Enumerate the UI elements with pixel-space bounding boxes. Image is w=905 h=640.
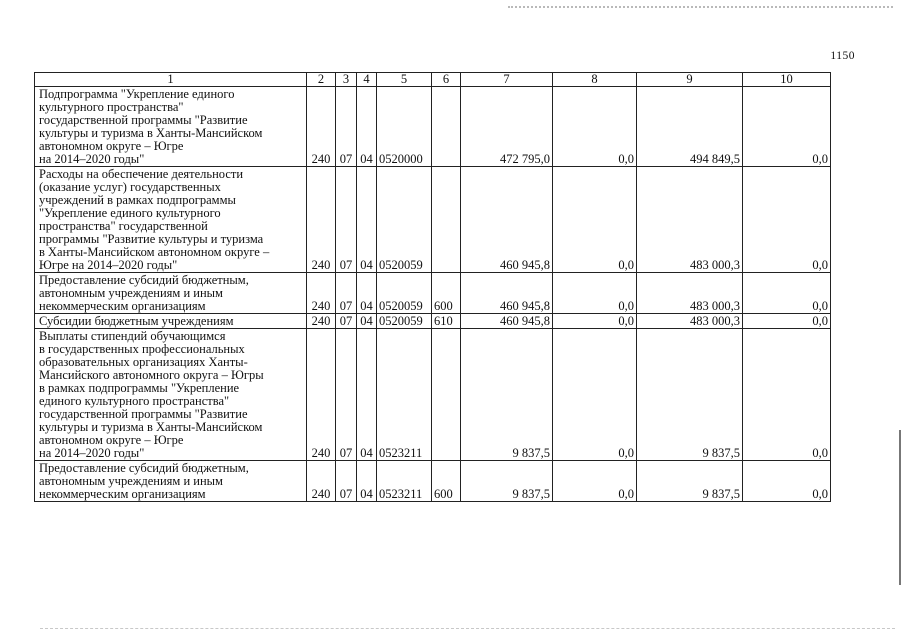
cell-expense-type: 600 — [432, 461, 461, 502]
item-name-line: Подпрограмма "Укрепление единого — [39, 87, 235, 101]
column-header-3: 3 — [336, 73, 357, 87]
table-body — [35, 73, 831, 502]
cell-expense-type: 600 — [432, 273, 461, 314]
cell-amount-col10: 0,0 — [743, 314, 831, 329]
column-header-6: 6 — [432, 73, 461, 87]
cell-amount-col9: 483 000,3 — [637, 273, 743, 314]
cell-target-article: 0520059 — [377, 314, 432, 329]
budget-table — [34, 72, 831, 502]
cell-amount-col8: 0,0 — [553, 87, 637, 167]
scan-artifact-edge — [899, 430, 901, 585]
column-header-1: 1 — [35, 73, 307, 87]
item-name-line: на 2014–2020 годы" — [39, 446, 145, 460]
cell-amount-col8: 0,0 — [553, 314, 637, 329]
item-name-line: автономным учреждениям и иным — [39, 286, 223, 300]
item-name-line: единого культурного пространства" — [39, 394, 230, 408]
table-row — [35, 329, 831, 461]
item-name-line: образовательных организациях Ханты- — [39, 355, 248, 369]
cell-amount-col7: 472 795,0 — [461, 87, 553, 167]
cell-amount-col9: 9 837,5 — [637, 329, 743, 461]
cell-target-article: 0523211 — [377, 461, 432, 502]
cell-expense-type — [432, 329, 461, 461]
item-name-line: в рамках подпрограммы "Укрепление — [39, 381, 240, 395]
cell-amount-col8: 0,0 — [553, 461, 637, 502]
cell-admin-code: 240 — [307, 314, 336, 329]
item-name-line: некоммерческим организациям — [39, 299, 206, 313]
item-name-line: автономным учреждениям и иным — [39, 474, 223, 488]
item-name-line: программы "Развитие культуры и туризма — [39, 232, 264, 246]
item-name-line: некоммерческим организациям — [39, 487, 206, 501]
item-name-line: автономном округе – Югре — [39, 433, 184, 447]
cell-admin-code: 240 — [307, 273, 336, 314]
item-name-line: Мансийского автономного округа – Югры — [39, 368, 264, 382]
column-header-9: 9 — [637, 73, 743, 87]
cell-subsection: 04 — [357, 461, 377, 502]
cell-amount-col7: 460 945,8 — [461, 273, 553, 314]
cell-amount-col7: 460 945,8 — [461, 314, 553, 329]
table-header-row — [35, 73, 831, 87]
cell-item-name — [35, 87, 307, 167]
item-name-line: пространства" государственной — [39, 219, 208, 233]
column-header-4: 4 — [357, 73, 377, 87]
item-name-line: культурного пространства" — [39, 100, 184, 114]
item-name-line: в Ханты-Мансийском автономном округе – — [39, 245, 270, 259]
cell-item-name — [35, 329, 307, 461]
cell-amount-col9: 483 000,3 — [637, 314, 743, 329]
item-name-line: (оказание услуг) государственных — [39, 180, 221, 194]
cell-item-name — [35, 314, 307, 329]
table-row — [35, 273, 831, 314]
scan-artifact-top — [508, 6, 893, 8]
item-name-line: Субсидии бюджетным учреждениям — [39, 314, 234, 328]
column-header-7: 7 — [461, 73, 553, 87]
cell-amount-col8: 0,0 — [553, 329, 637, 461]
cell-expense-type — [432, 87, 461, 167]
cell-amount-col10: 0,0 — [743, 461, 831, 502]
cell-target-article: 0520059 — [377, 167, 432, 273]
table-row — [35, 167, 831, 273]
column-header-5: 5 — [377, 73, 432, 87]
item-name-line: культуры и туризма в Ханты-Мансийском — [39, 420, 263, 434]
cell-expense-type: 610 — [432, 314, 461, 329]
item-name-line: культуры и туризма в Ханты-Мансийском — [39, 126, 263, 140]
cell-item-name — [35, 167, 307, 273]
item-name-line: учреждений в рамках подпрограммы — [39, 193, 236, 207]
cell-amount-col10: 0,0 — [743, 329, 831, 461]
cell-admin-code: 240 — [307, 329, 336, 461]
cell-amount-col7: 460 945,8 — [461, 167, 553, 273]
cell-amount-col8: 0,0 — [553, 167, 637, 273]
cell-section: 07 — [336, 87, 357, 167]
item-name-line: государственной программы "Развитие — [39, 407, 248, 421]
cell-target-article: 0520000 — [377, 87, 432, 167]
cell-amount-col7: 9 837,5 — [461, 329, 553, 461]
cell-section: 07 — [336, 314, 357, 329]
item-name-line: Предоставление субсидий бюджетным, — [39, 461, 249, 475]
cell-subsection: 04 — [357, 314, 377, 329]
cell-item-name — [35, 461, 307, 502]
column-header-2: 2 — [307, 73, 336, 87]
cell-section: 07 — [336, 167, 357, 273]
cell-admin-code: 240 — [307, 167, 336, 273]
item-name-line: Югре на 2014–2020 годы" — [39, 258, 178, 272]
cell-subsection: 04 — [357, 87, 377, 167]
cell-admin-code: 240 — [307, 87, 336, 167]
cell-amount-col7: 9 837,5 — [461, 461, 553, 502]
cell-target-article: 0520059 — [377, 273, 432, 314]
item-name-line: Предоставление субсидий бюджетным, — [39, 273, 249, 287]
cell-section: 07 — [336, 329, 357, 461]
column-header-8: 8 — [553, 73, 637, 87]
cell-section: 07 — [336, 461, 357, 502]
cell-amount-col9: 494 849,5 — [637, 87, 743, 167]
column-header-10: 10 — [743, 73, 831, 87]
table-row — [35, 461, 831, 502]
scan-artifact-bottom — [40, 628, 895, 629]
cell-amount-col8: 0,0 — [553, 273, 637, 314]
item-name-line: на 2014–2020 годы" — [39, 152, 145, 166]
item-name-line: автономном округе – Югре — [39, 139, 184, 153]
cell-amount-col10: 0,0 — [743, 87, 831, 167]
table-row — [35, 314, 831, 329]
cell-amount-col10: 0,0 — [743, 167, 831, 273]
item-name-line: в государственных профессиональных — [39, 342, 245, 356]
item-name-line: Расходы на обеспечение деятельности — [39, 167, 244, 181]
cell-subsection: 04 — [357, 329, 377, 461]
cell-subsection: 04 — [357, 167, 377, 273]
cell-section: 07 — [336, 273, 357, 314]
cell-expense-type — [432, 167, 461, 273]
cell-subsection: 04 — [357, 273, 377, 314]
item-name-line: государственной программы "Развитие — [39, 113, 248, 127]
cell-target-article: 0523211 — [377, 329, 432, 461]
item-name-line: Выплаты стипендий обучающимся — [39, 329, 226, 343]
page-number: 1150 — [830, 50, 855, 62]
cell-amount-col9: 483 000,3 — [637, 167, 743, 273]
cell-item-name — [35, 273, 307, 314]
item-name-line: "Укрепление единого культурного — [39, 206, 221, 220]
cell-admin-code: 240 — [307, 461, 336, 502]
table-row — [35, 87, 831, 167]
cell-amount-col9: 9 837,5 — [637, 461, 743, 502]
cell-amount-col10: 0,0 — [743, 273, 831, 314]
